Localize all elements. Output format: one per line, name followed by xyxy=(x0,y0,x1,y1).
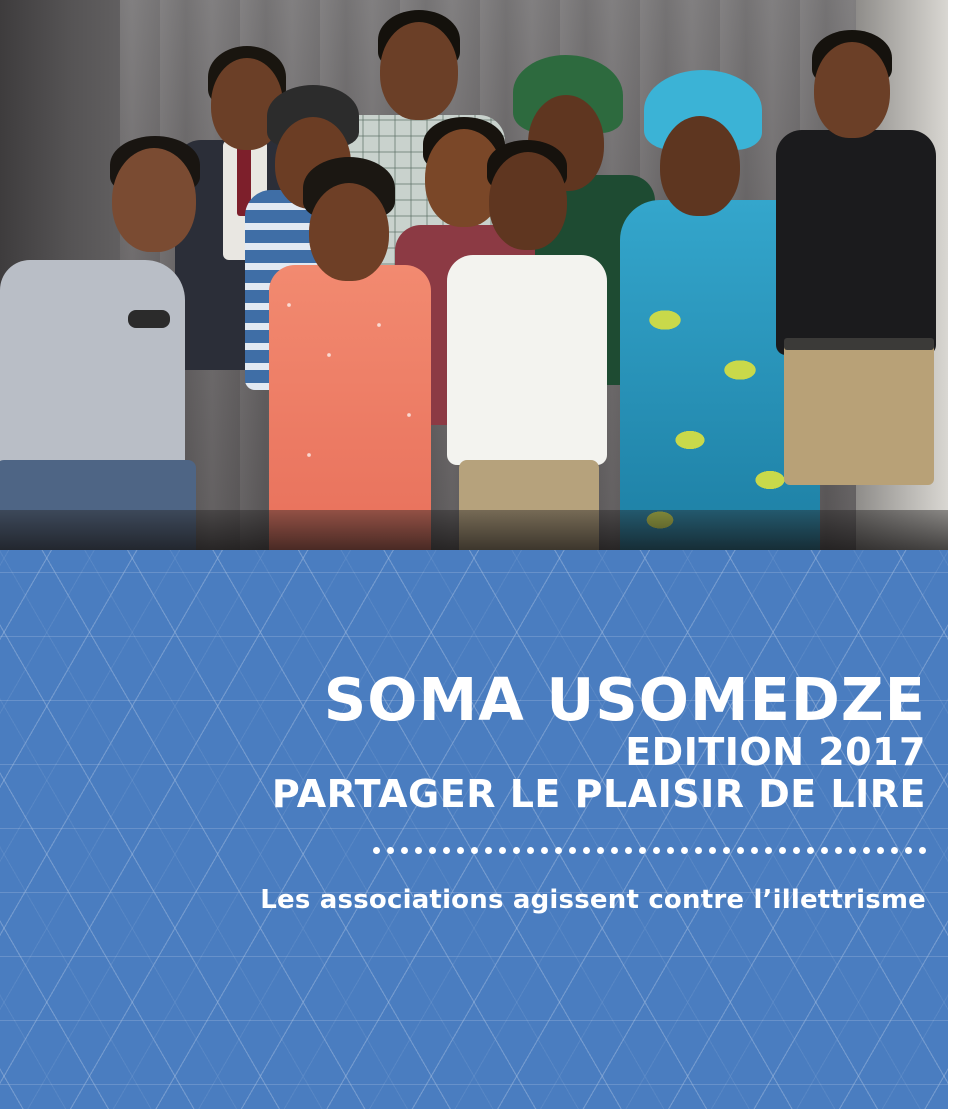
divider-dot xyxy=(597,847,604,854)
person-man-black-tshirt-right xyxy=(770,20,940,540)
divider-dot xyxy=(401,847,408,854)
divider-dot xyxy=(457,847,464,854)
head xyxy=(380,22,458,120)
studio-floor xyxy=(0,510,948,550)
divider-dot xyxy=(443,847,450,854)
divider-dot xyxy=(471,847,478,854)
head xyxy=(309,183,389,281)
divider-dot xyxy=(541,847,548,854)
divider-dot xyxy=(793,847,800,854)
dotted-divider xyxy=(206,845,926,857)
divider-dot xyxy=(653,847,660,854)
divider-dot xyxy=(583,847,590,854)
torso xyxy=(0,260,185,475)
group-photo xyxy=(0,0,948,550)
divider-dot xyxy=(821,847,828,854)
divider-dot xyxy=(415,847,422,854)
divider-dot xyxy=(527,847,534,854)
shorts xyxy=(784,340,934,485)
subtitle: PARTAGER LE PLAISIR DE LIRE xyxy=(271,771,926,816)
head xyxy=(814,42,890,138)
page-title: SOMA USOMEDZE xyxy=(323,665,926,734)
divider-dot xyxy=(877,847,884,854)
divider-dot xyxy=(849,847,856,854)
title-panel xyxy=(0,550,948,1109)
divider-dot xyxy=(737,847,744,854)
divider-dot xyxy=(373,847,380,854)
divider-dot xyxy=(751,847,758,854)
divider-dot xyxy=(695,847,702,854)
divider-dot xyxy=(723,847,730,854)
divider-dot xyxy=(765,847,772,854)
head xyxy=(489,152,567,250)
dress xyxy=(269,265,431,550)
divider-dot xyxy=(709,847,716,854)
divider-dot xyxy=(919,847,926,854)
divider-dot xyxy=(499,847,506,854)
person-man-grey-tshirt-left xyxy=(0,130,245,550)
person-girl-coral-dress xyxy=(255,155,445,550)
divider-dot xyxy=(513,847,520,854)
edition-label: EDITION 2017 xyxy=(625,730,926,774)
title-text-block xyxy=(206,665,926,915)
torso xyxy=(776,130,936,355)
head xyxy=(660,116,740,216)
torso xyxy=(447,255,607,465)
divider-dot xyxy=(485,847,492,854)
belt xyxy=(784,338,934,350)
divider-dot xyxy=(639,847,646,854)
divider-dot xyxy=(891,847,898,854)
divider-dot xyxy=(905,847,912,854)
divider-dot xyxy=(611,847,618,854)
divider-dot xyxy=(681,847,688,854)
divider-dot xyxy=(779,847,786,854)
tagline: Les associations agissent contre l’illettrisme xyxy=(260,884,926,915)
divider-dot xyxy=(387,847,394,854)
divider-dot xyxy=(863,847,870,854)
person-boy-white-shirt xyxy=(445,140,610,550)
divider-dot xyxy=(667,847,674,854)
divider-dot xyxy=(555,847,562,854)
divider-dot xyxy=(429,847,436,854)
divider-dot xyxy=(835,847,842,854)
sunglasses xyxy=(128,310,170,328)
divider-dot xyxy=(807,847,814,854)
head xyxy=(112,148,196,252)
divider-dot xyxy=(625,847,632,854)
divider-dot xyxy=(569,847,576,854)
